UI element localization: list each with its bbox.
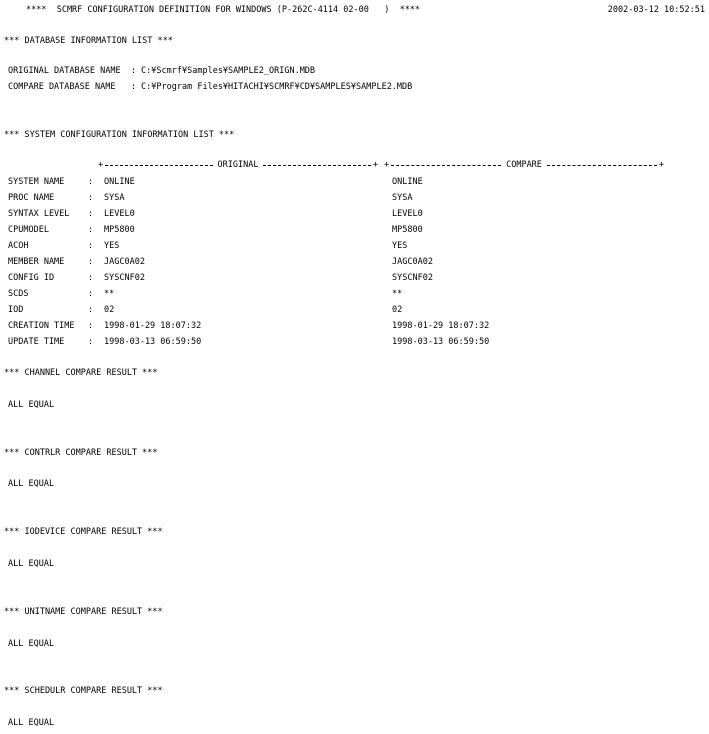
row-colon: : [88,241,94,251]
system-config-heading: *** SYSTEM CONFIGURATION INFORMATION LIST *** [4,130,235,140]
row-colon: : [88,177,94,187]
separator-dash [547,165,657,166]
row-compare-value: YES [392,241,408,251]
unitname-result-text: ALL EQUAL [8,639,55,649]
row-original-value: 02 [104,305,115,315]
contrlr-result-heading: *** CONTRLR COMPARE RESULT *** [4,448,158,458]
table-row [0,273,709,283]
row-original-value: ** [104,289,115,299]
compare-column-label: COMPARE [506,160,542,170]
table-row [0,209,709,219]
row-compare-value: 1998-03-13 06:59:50 [392,337,490,347]
row-colon: : [88,289,94,299]
row-label: ACOH [8,241,29,251]
row-original-value: 1998-01-29 18:07:32 [104,321,202,331]
row-original-value: 1998-03-13 06:59:50 [104,337,202,347]
row-colon: : [88,337,94,347]
row-label: UPDATE TIME [8,337,65,347]
row-colon: : [88,209,94,219]
row-label: CPUMODEL [8,225,49,235]
row-original-value: SYSA [104,193,125,203]
database-info-heading: *** DATABASE INFORMATION LIST *** [4,36,173,46]
row-compare-value: SYSCNF02 [392,273,433,283]
row-compare-value: 1998-01-29 18:07:32 [392,321,490,331]
channel-result-text: ALL EQUAL [8,400,55,410]
separator-plus: + [98,160,104,170]
row-compare-value: JAGC0A02 [392,257,433,267]
row-compare-value: LEVEL0 [392,209,423,219]
row-original-value: ONLINE [104,177,135,187]
row-label: SYNTAX LEVEL [8,209,70,219]
row-compare-value: ** [392,289,403,299]
row-label: SYSTEM NAME [8,177,65,187]
table-row [0,257,709,267]
row-label: SCDS [8,289,29,299]
table-row [0,241,709,251]
contrlr-result-text: ALL EQUAL [8,479,55,489]
row-original-value: MP5800 [104,225,135,235]
separator-dash [263,165,370,166]
original-column-label: ORIGINAL [217,160,259,170]
schedulr-result-heading: *** SCHEDULR COMPARE RESULT *** [4,686,163,696]
original-column-header [98,160,378,170]
separator-plus: + [658,160,665,170]
row-label: MEMBER NAME [8,257,65,267]
row-original-value: YES [104,241,120,251]
channel-result-heading: *** CHANNEL COMPARE RESULT *** [4,368,158,378]
row-label: CONFIG ID [8,273,55,283]
row-colon: : [88,193,94,203]
compare-column-header [384,160,664,170]
iodevice-result-text: ALL EQUAL [8,559,55,569]
table-row [0,193,709,203]
row-label: IOD [8,305,24,315]
separator-plus: + [372,160,379,170]
separator-dash [105,165,212,166]
row-original-value: SYSCNF02 [104,273,145,283]
original-database-line: ORIGINAL DATABASE NAME : C:¥Scmrf¥Samples¥SAMPLE2_ORIGN.MDB [8,66,316,76]
row-compare-value: SYSA [392,193,413,203]
row-original-value: JAGC0A02 [104,257,145,267]
row-colon: : [88,273,94,283]
table-row [0,305,709,315]
row-compare-value: ONLINE [392,177,423,187]
row-label: CREATION TIME [8,321,75,331]
unitname-result-heading: *** UNITNAME COMPARE RESULT *** [4,607,163,617]
schedulr-result-text: ALL EQUAL [8,718,55,728]
row-colon: : [88,321,94,331]
report-title: **** SCMRF CONFIGURATION DEFINITION FOR WINDOWS (P-262C-4114 02-00 ) **** [26,5,421,15]
compare-database-line: COMPARE DATABASE NAME : C:¥Program Files¥HITACHI¥SCMRF¥CD¥SAMPLES¥SAMPLE2.MDB [8,82,413,92]
table-row [0,337,709,347]
report-timestamp: 2002-03-12 10:52:51 [607,5,705,15]
table-row [0,289,709,299]
row-compare-value: 02 [392,305,403,315]
separator-dash [391,165,501,166]
row-label: PROC NAME [8,193,55,203]
row-original-value: LEVEL0 [104,209,135,219]
row-compare-value: MP5800 [392,225,423,235]
row-colon: : [88,225,94,235]
row-colon: : [88,305,94,315]
iodevice-result-heading: *** IODEVICE COMPARE RESULT *** [4,527,163,537]
separator-plus: + [384,160,390,170]
table-row [0,225,709,235]
row-colon: : [88,257,94,267]
table-row [0,177,709,187]
table-row [0,321,709,331]
